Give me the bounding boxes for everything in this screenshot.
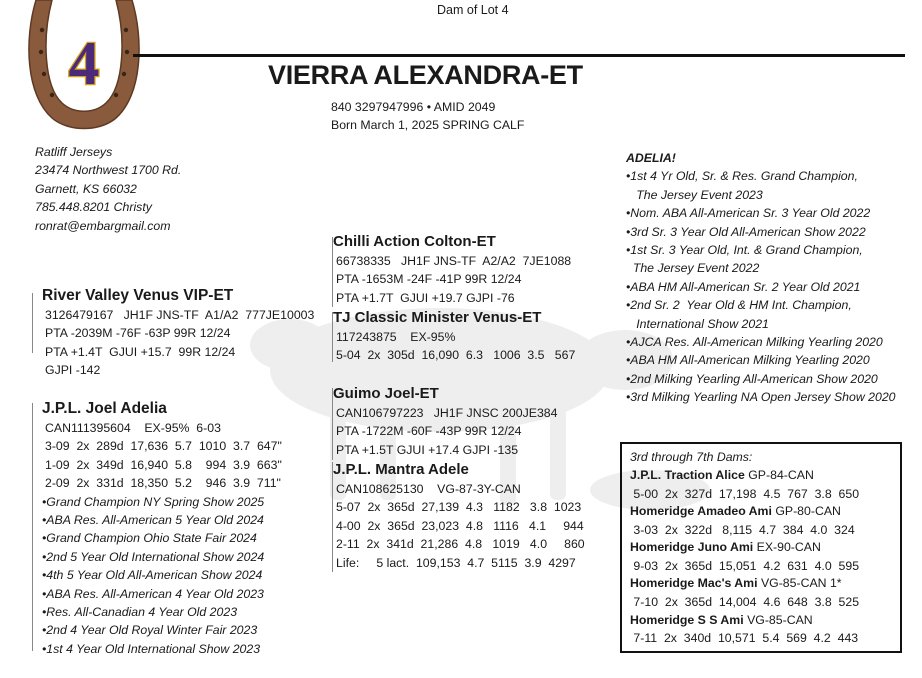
dam-line: CAN111395604 EX-95% 6-03 <box>45 421 221 435</box>
owner-contact <box>35 143 181 235</box>
adelia-award: The Jersey Event 2023 <box>626 187 763 202</box>
dam-entry-name: Homeridge Juno Ami <box>630 540 754 555</box>
sire-sire-name: Chilli Action Colton-ET <box>333 233 496 250</box>
sire-line: PTA -2039M -76F -63P 99R 12/24 <box>45 326 231 341</box>
sire-line: GJPI -142 <box>45 363 101 378</box>
dam-dam-line: Life: 5 lact. 109,153 4.7 5115 3.9 4297 <box>336 555 576 570</box>
dam-dam-line: 5-07 2x 365d 27,139 4.3 1182 3.8 1023 <box>336 500 582 515</box>
extended-dams-box <box>620 442 902 653</box>
adelia-award: •1st Sr. 3 Year Old, Int. & Grand Champion, <box>626 243 863 258</box>
dam-entry-class: GP-84-CAN <box>744 467 814 482</box>
dam-award: •Grand Champion Ohio State Fair 2024 <box>42 531 257 546</box>
dam-sire-line: PTA -1722M -60F -43P 99R 12/24 <box>336 424 522 439</box>
dam-award: •Grand Champion NY Spring Show 2025 <box>42 494 265 509</box>
dam-entry-name: J.P.L. Traction Alice <box>630 467 745 482</box>
dam-entry-name: Homeridge Mac's Ami <box>630 576 758 591</box>
sire-dam-line: 117243875 EX-95% <box>336 330 456 344</box>
dam-entry-name: Homeridge Amadeo Ami <box>630 504 772 518</box>
dam-entry-record: 7-10 2x 365d 14,004 4.6 648 3.8 525 <box>630 595 860 610</box>
dam-award: •ABA Res. All-American 4 Year Old 2023 <box>42 586 264 601</box>
sire-sire-line: PTA +1.7T GJUI +19.7 GJPI -76 <box>336 290 515 305</box>
owner-phone: 785.448.8201 Christy <box>35 200 152 215</box>
owner-city: Garnett, KS 66032 <box>35 181 137 196</box>
adelia-award: •2nd Sr. 2 Year Old & HM Int. Champion, <box>626 298 852 313</box>
adelia-award: •3rd Sr. 3 Year Old All-American Show 2022 <box>626 224 866 239</box>
sire-line: 3126479167 JH1F JNS-TF A1/A2 777JE10003 <box>45 308 315 322</box>
animal-id-line: 840 3297947996 • AMID 2049 <box>331 100 496 114</box>
owner-address: 23474 Northwest 1700 Rd. <box>35 163 182 178</box>
dam-dam-block <box>333 460 585 572</box>
adelia-award: •ABA HM All-American Sr. 2 Year Old 2021 <box>626 279 861 294</box>
dam-sire-line: PTA +1.5T GJUI +17.4 GJPI -135 <box>336 442 519 457</box>
adelia-award: •Nom. ABA All-American Sr. 3 Year Old 2022 <box>626 206 871 221</box>
owner-name: Ratliff Jerseys <box>35 145 113 159</box>
dam-line: 2-09 2x 331d 18,350 5.2 946 3.9 711" <box>45 476 281 491</box>
dam-name: J.P.L. Joel Adelia <box>42 400 167 417</box>
dam-entry-class: EX-90-CAN <box>753 540 821 555</box>
adelia-award: •2nd Milking Yearling All-American Show 2020 <box>626 371 878 386</box>
lot-label: Dam of Lot 4 <box>437 3 509 17</box>
dam-entry-record: 5-00 2x 327d 17,198 4.5 767 3.8 650 <box>630 486 860 501</box>
adelia-heading: ADELIA! <box>626 151 676 165</box>
dam-award: •ABA Res. All-American 5 Year Old 2024 <box>42 513 264 528</box>
adelia-awards <box>626 149 896 407</box>
dam-sire-name: Guimo Joel-ET <box>333 385 439 402</box>
dam-award: •2nd 4 Year Old Royal Winter Fair 2023 <box>42 623 258 638</box>
dam-dam-line: 2-11 2x 341d 21,286 4.8 1019 4.0 860 <box>336 537 585 552</box>
dam-award: •4th 5 Year Old All-American Show 2024 <box>42 568 263 583</box>
adelia-award: •1st 4 Yr Old, Sr. & Res. Grand Champion, <box>626 169 858 184</box>
owner-email[interactable]: ronrat@embargmail.com <box>35 218 171 233</box>
dam-entry-name: Homeridge S S Ami <box>630 612 744 627</box>
dam-entry-class: GP-80-CAN <box>771 504 841 518</box>
pedigree-bracket <box>32 293 33 353</box>
dam-award: •1st 4 Year Old International Show 2023 <box>42 641 261 656</box>
sire-dam-name: TJ Classic Minister Venus-ET <box>333 309 542 326</box>
dam-dam-line: 4-00 2x 365d 23,023 4.8 1116 4.1 944 <box>336 518 584 533</box>
dam-award: •2nd 5 Year Old International Show 2024 <box>42 549 265 564</box>
adelia-award: •ABA HM All-American Milking Yearling 2020 <box>626 353 870 368</box>
animal-born-line: Born March 1, 2025 SPRING CALF <box>331 118 525 133</box>
header-rule <box>133 54 905 57</box>
adelia-award: The Jersey Event 2022 <box>626 261 760 276</box>
animal-id-block <box>331 98 524 135</box>
sire-dam-block <box>333 308 575 365</box>
adelia-award: •3rd Milking Yearling NA Open Jersey Show 2020 <box>626 390 896 405</box>
lot-number: 4 <box>68 30 100 98</box>
dam-dam-line: CAN108625130 VG-87-3Y-CAN <box>336 482 521 496</box>
dam-sire-line: CAN106797223 JH1F JNSC 200JE384 <box>336 406 558 420</box>
adelia-award: International Show 2021 <box>626 316 769 331</box>
dam-entry-class: VG-85-CAN <box>743 612 813 627</box>
dam-entry <box>630 503 900 521</box>
dam-dam-name: J.P.L. Mantra Adele <box>333 461 469 478</box>
dam-line: 3-09 2x 289d 17,636 5.7 1010 3.7 647" <box>45 439 282 454</box>
dam-entry <box>630 539 900 557</box>
sire-name: River Valley Venus VIP-ET <box>42 287 234 304</box>
sire-dam-line: 5-04 2x 305d 16,090 6.3 1006 3.5 567 <box>336 348 576 363</box>
animal-name: VIERRA ALEXANDRA-ET <box>268 60 583 90</box>
dam-entry-record: 9-03 2x 365d 15,051 4.2 631 4.0 595 <box>630 559 860 573</box>
dam-sire-block <box>333 384 557 459</box>
sire-block <box>42 286 314 380</box>
sire-line: PTA +1.4T GJUI +15.7 99R 12/24 <box>45 344 236 359</box>
dam-line: 1-09 2x 349d 16,940 5.8 994 3.9 663" <box>45 457 282 472</box>
dam-entry-record: 3-03 2x 322d 8,115 4.7 384 4.0 324 <box>630 522 855 537</box>
dam-block <box>42 399 282 658</box>
sire-sire-line: PTA -1653M -24F -41P 99R 12/24 <box>336 272 522 287</box>
dam-entry <box>630 467 900 485</box>
pedigree-bracket <box>32 403 33 651</box>
dam-entry-class: VG-85-CAN 1* <box>757 576 842 591</box>
adelia-award: •AJCA Res. All-American Milking Yearling 2020 <box>626 335 883 350</box>
horseshoe-lot-badge <box>22 0 146 134</box>
dam-award: •Res. All-Canadian 4 Year Old 2023 <box>42 605 238 620</box>
sire-sire-block <box>333 232 571 307</box>
dam-entry <box>630 612 900 630</box>
sire-sire-line: 66738335 JH1F JNS-TF A2/A2 7JE1088 <box>336 254 572 268</box>
dams-box-heading: 3rd through 7th Dams: <box>630 450 753 464</box>
dam-entry <box>630 575 900 593</box>
dam-entry-record: 7-11 2x 340d 10,571 5.4 569 4.2 443 <box>630 631 859 646</box>
